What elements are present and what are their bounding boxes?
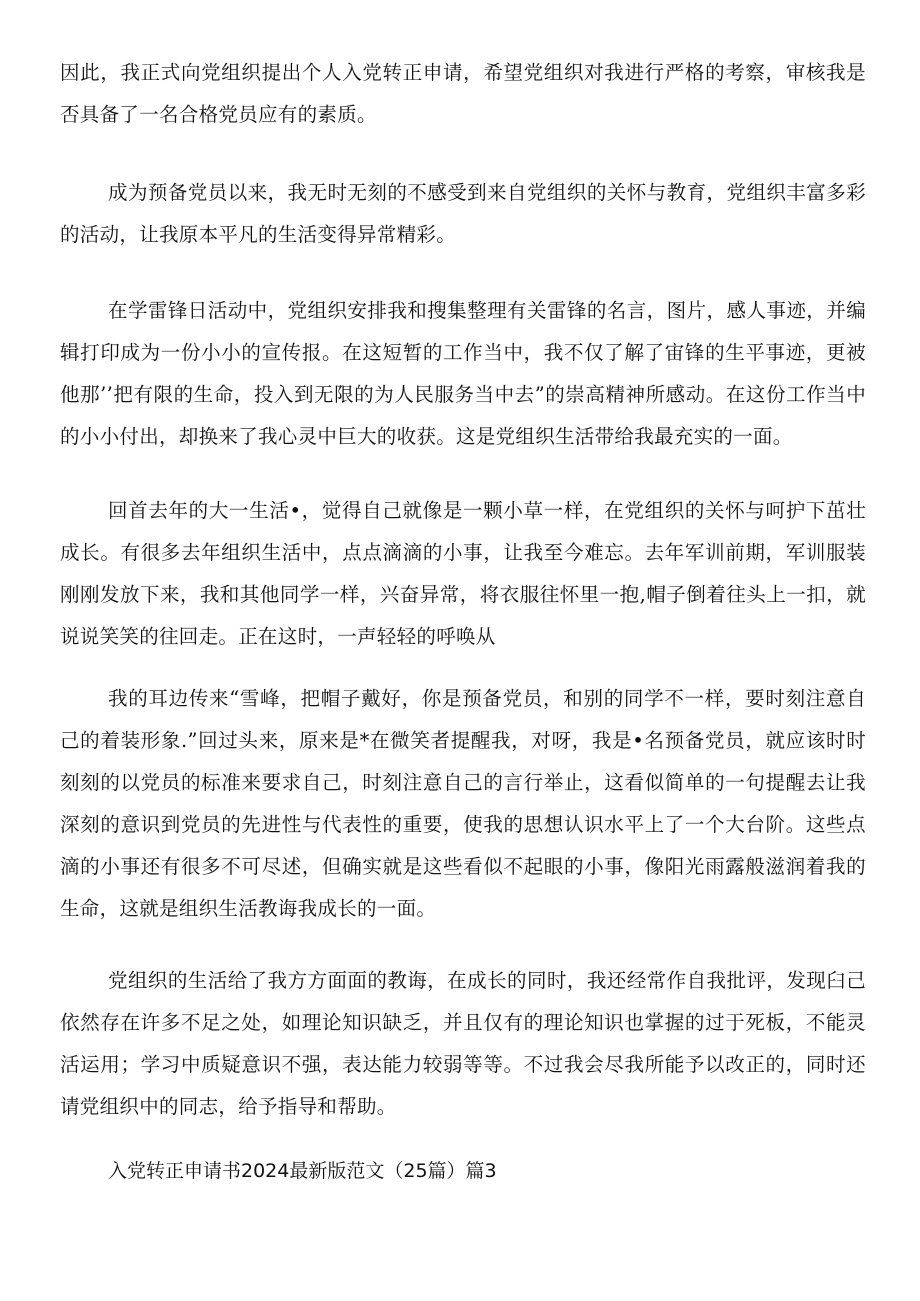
paragraph-application-request: 因此，我正式向党组织提出个人入党转正申请，希望党组织对我进行严格的考察，审核我是否具备了一名合格党员应有的素质。 — [60, 61, 866, 126]
paragraph-freshman-life: 回首去年的大一生活•，觉得自己就像是一颗小草一样，在党组织的关怀与呵护下茁壮成长。有很多去年组织生活中，点点滴滴的小事，让我至今难忘。去年军训前期，军训服装刚刚发放下来，我和其他同学一样，兴奋异常，将衣服往怀里一抱,帽子倒着往头上一扣，就说说笑笑的往回走。正在这时，一声轻轻的呼唤从 — [60, 499, 866, 648]
paragraph-self-criticism: 党组织的生活给了我方方面面的教诲，在成长的同时，我还经常作自我批评，发现臼己依然存在许多不足之处，如理论知识缺乏，并且仅有的理论知识也掌握的过于死板，不能灵活运用；学习中质疑意识不强，表达能力较弱等等。不过我会尽我所能予以改正的，同时还请党组织中的同志，给予指导和帮助。 — [60, 969, 866, 1118]
paragraph-probationary-experience: 成为预备党员以来，我无时无刻的不感受到来自党组织的关怀与教育，党组织丰富多彩的活动，让我原本平凡的生活变得异常精彩。 — [60, 181, 866, 246]
paragraph-lei-feng-activity: 在学雷锋日活动中，党组织安排我和搜集整理有关雷锋的名言，图片，感人事迹，并编辑打印成为一份小小的宣传报。在这短暂的工作当中，我不仅了解了宙锋的生平事迹，更被他那’’把有限的生命，投入到无限的为人民服务当中去”的崇高精神所感动。在这份工作当中的小小付出，却换来了我心灵中巨大的收获。这是党组织生活带给我最充实的一面。 — [60, 299, 866, 448]
paragraph-reminder-story: 我的耳边传来“雪峰，把帽子戴好，你是预备党员，和别的同学不一样，要时刻注意自己的着装形象.”回过头来，原来是*在微笑者提醒我，对呀，我是•名预备党员，就应该时时刻刻的以党员的标准来要求自己，时刻注意自己的言行举止，这看似简单的一句提醒去让我深刻的意识到党员的先进性与代表性的重要，使我的思想认识水平上了一个大台阶。这些点滴的小事还有很多不可尽述，但确实就是这些看似不起眼的小事，像阳光雨露般滋润着我的生命，这就是组织生活教诲我成长的一面。 — [60, 687, 866, 920]
section-heading: 入党转正申请书2024最新版范文（25篇）篇3 — [108, 1160, 497, 1182]
